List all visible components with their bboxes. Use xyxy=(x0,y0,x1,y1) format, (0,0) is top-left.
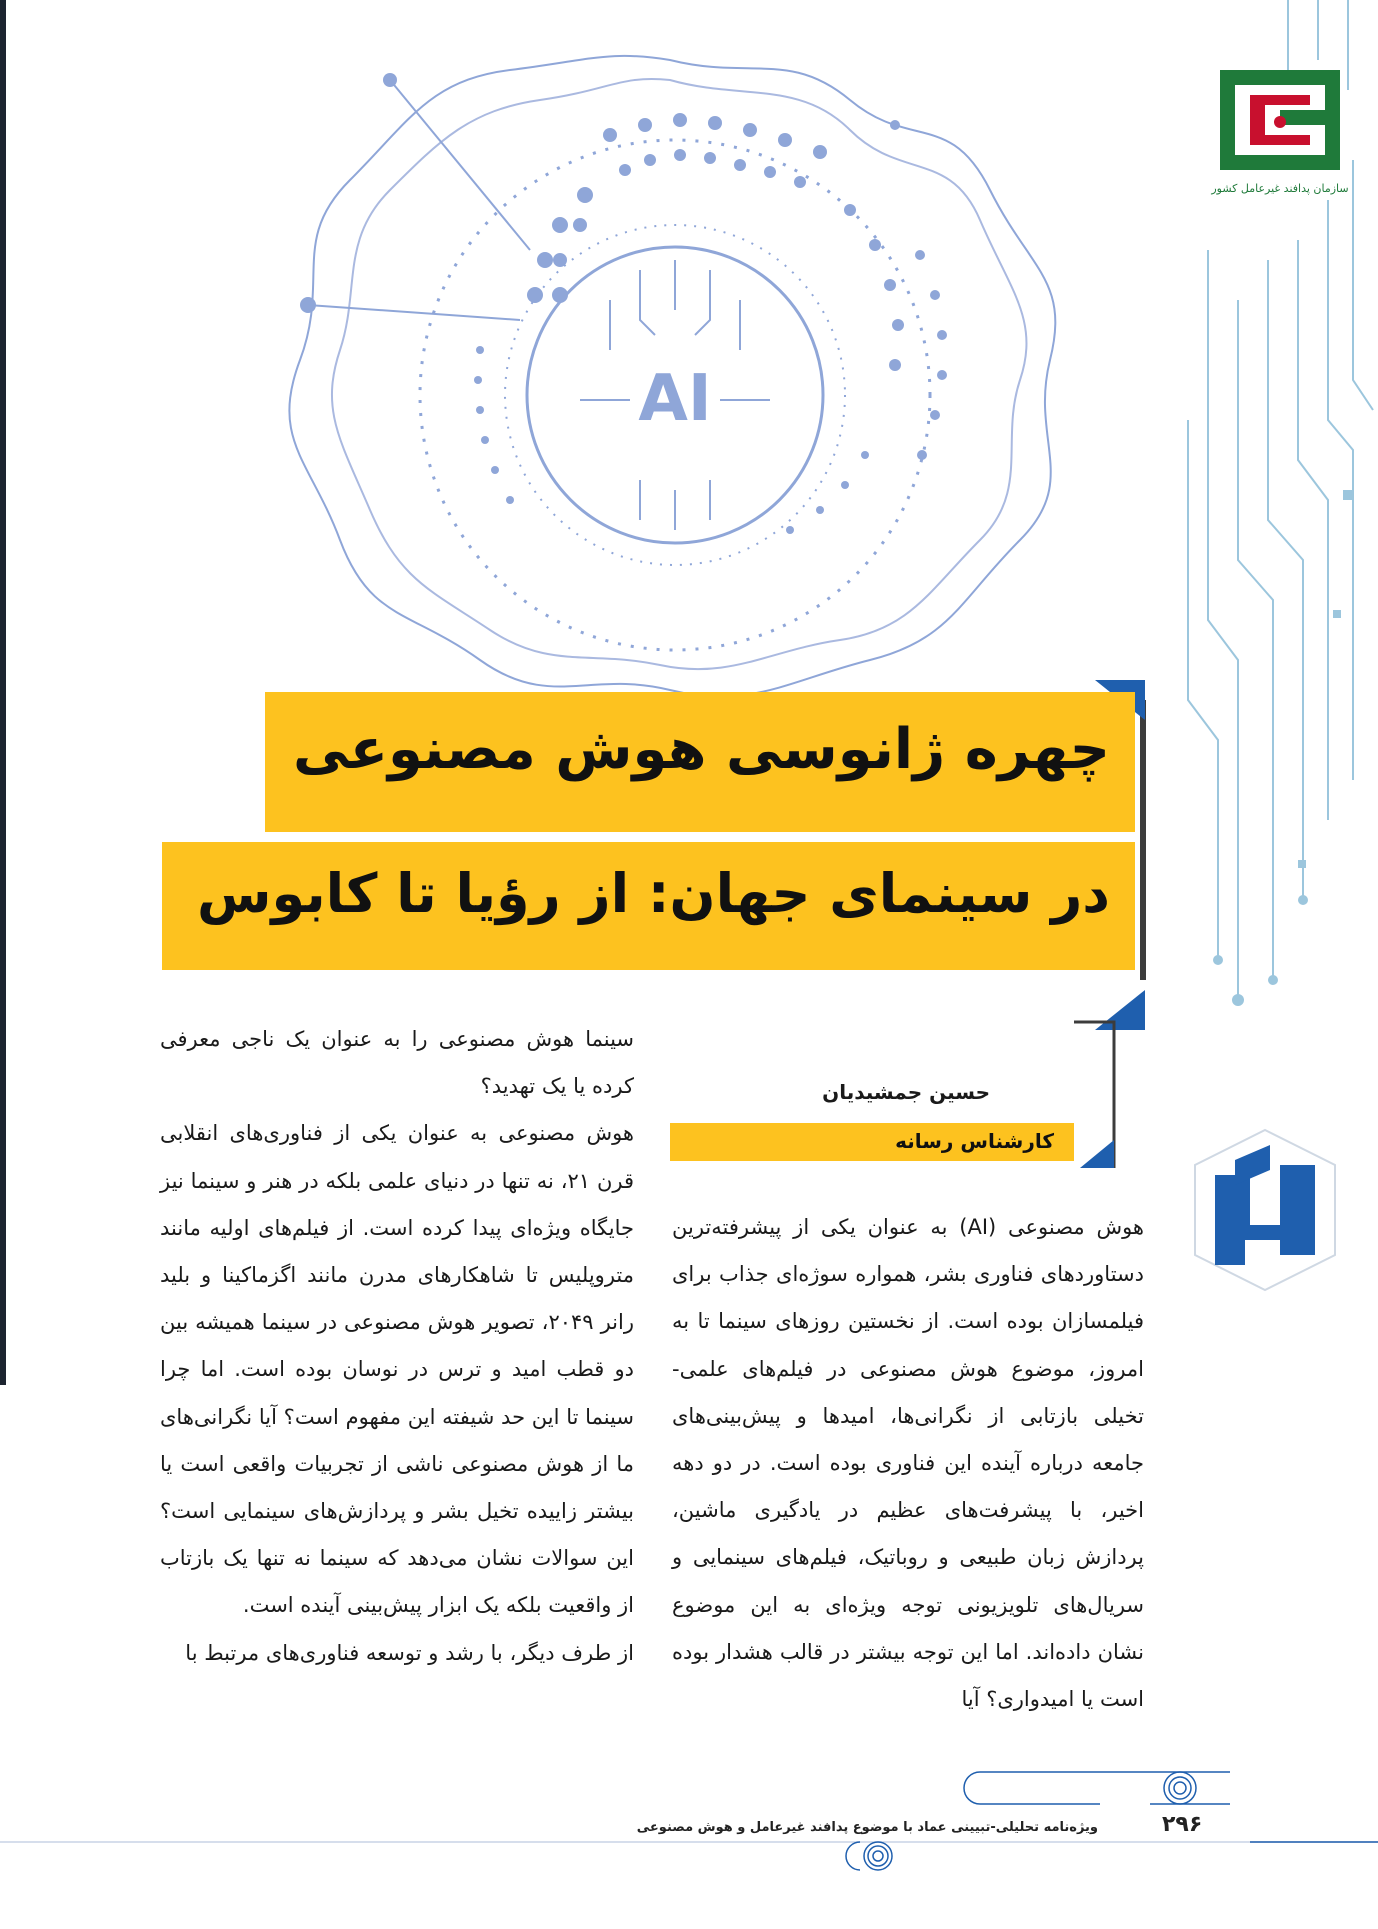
title-line1-box xyxy=(265,692,1135,832)
paragraph-question: سینما هوش مصنوعی را به عنوان یک ناجی معرفی کرده یا یک تهدید؟ xyxy=(160,1027,634,1099)
paragraph-body: هوش مصنوعی به عنوان یکی از فناوری‌های انقلابی قرن ۲۱، نه تنها در دنیای علمی بلکه در هنر و سینما نیز جایگاه ویژه‌ای پیدا کرده است. از فیلم‌های اولیه مانند متروپلیس تا شاهکارهای مدرن مانند اگزماکینا و بلید رانر ۲۰۴۹، تصویر هوش مصنوعی در سینما همیشه بین دو قطب امید و ترس در نوسان بوده است. اما چرا سینما تا این حد شیفته این مفهوم است؟ آیا نگرانی‌های ما از هوش مصنوعی ناشی از تجربیات واقعی است یا بیشتر زاییده تخیل بشر و پردازش‌های سینمایی است؟ این سوالات نشان می‌دهد که سینما نه تنها یک بازتاب از واقعیت بلکه یک ابزار پیش‌بینی آینده است. xyxy=(160,1121,634,1618)
logo-caption: سازمان پدافند غیرعامل کشور xyxy=(1211,182,1349,195)
footer-publication-title: ویژه‌نامه تحلیلی-تبیینی عماد با موضوع پدافند غیرعامل و هوش مصنوعی xyxy=(636,1820,1098,1835)
text-column-left xyxy=(160,1016,634,1677)
author-bracket xyxy=(1074,1020,1150,1170)
text-column-right xyxy=(672,1204,1144,1723)
title-line2-box xyxy=(162,842,1135,970)
ai-circuit-illustration xyxy=(230,20,1110,710)
author-role-bar xyxy=(670,1123,1074,1161)
footer-decoration xyxy=(0,1760,1378,1929)
author-role: کارشناس رسانه xyxy=(895,1129,1054,1153)
emad-logo xyxy=(1190,1125,1340,1295)
author-block xyxy=(670,1020,1150,1170)
article-title-line2: در سینمای جهان: از رؤیا تا کابوس xyxy=(197,862,1110,925)
page-footer xyxy=(0,1760,1378,1929)
author-name: حسین جمشیدیان xyxy=(822,1080,990,1104)
paragraph-continued: از طرف دیگر، با رشد و توسعه فناوری‌های مرتبط با xyxy=(185,1640,634,1665)
ai-text: AI xyxy=(638,362,712,436)
title-bracket xyxy=(1140,700,1146,980)
paragraph-intro: هوش مصنوعی (AI) به عنوان یکی از پیشرفته‌ترین دستاوردهای فناوری بشر، همواره سوژه‌ای جذاب برای فیلمسازان بوده است. از نخستین روزهای سینما تا به امروز، موضوع هوش مصنوعی در فیلم‌های علمی-تخیلی بازتابی از نگرانی‌ها، امیدها و پیش‌بینی‌های جامعه درباره آینده این فناوری بوده است. در دو دهه اخیر، با پیشرفت‌های عظیم در یادگیری ماشین، پردازش زبان طبیعی و روباتیک، فیلم‌های سینمایی و سریال‌های تلویزیونی توجه ویژه‌ای به این موضوع نشان داده‌اند. اما این توجه بیشتر در قالب هشدار بوده است یا امیدواری؟ آیا xyxy=(672,1215,1145,1712)
passive-defense-logo xyxy=(1210,70,1350,220)
page-number: ۲۹۶ xyxy=(1162,1812,1203,1837)
article-title-line1: چهره ژانوسی هوش مصنوعی xyxy=(293,717,1110,782)
left-edge-strip xyxy=(0,0,6,1385)
